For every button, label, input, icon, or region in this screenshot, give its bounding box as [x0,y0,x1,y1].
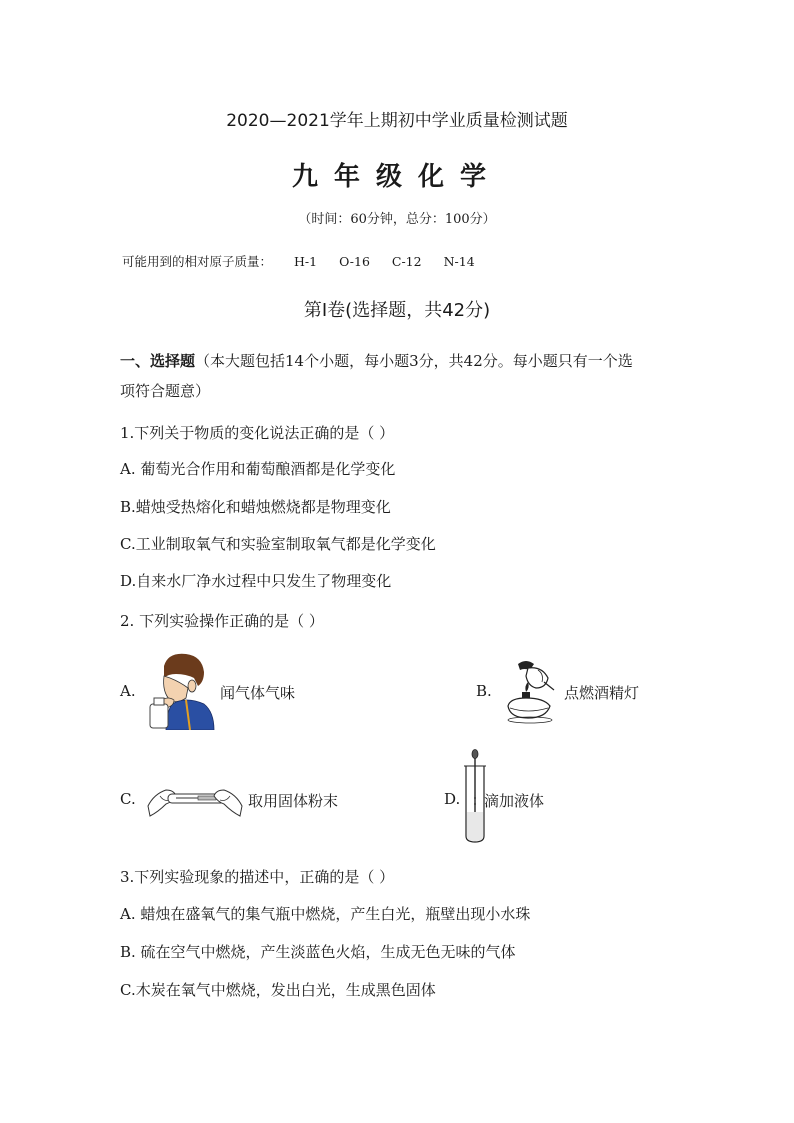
smelling-gas-icon [146,648,216,730]
q2-option-b-letter: B. [476,682,492,700]
subject-title: 九年级化学 [291,162,502,192]
q2-stem: 2. 下列实验操作正确的是（ ） [120,612,324,630]
atomic-mass-h: H-1 [294,254,318,269]
q1-stem: 1.下列关于物质的变化说法正确的是（ ） [120,424,395,442]
powder-test-tube-icon [146,776,244,822]
exam-title: 2020—2021学年上期初中学业质量检测试题 [226,111,568,131]
q2-option-c-caption: 取用固体粉末 [248,792,339,810]
q3-option-b: B. 硫在空气中燃烧，产生淡蓝色火焰，生成无色无味的气体 [120,943,516,961]
q2-option-d-letter: D. [444,790,461,808]
section-instruction [120,350,633,371]
q3-option-a: A. 蜡烛在盛氧气的集气瓶中燃烧，产生白光，瓶壁出现小水珠 [120,905,531,923]
q1-option-a: A. 葡萄光合作用和葡萄酿酒都是化学变化 [120,460,396,478]
q3-stem: 3.下列实验现象的描述中，正确的是（ ） [120,868,395,886]
q2-option-c-letter: C. [120,790,136,808]
section-instruction-line2: 项符合题意） [120,382,211,400]
q1-option-d: D.自来水厂净水过程中只发生了物理变化 [120,572,392,590]
section-instruction-line1: （本大题包括14个小题，每小题3分，共42分。每小题只有一个选 [195,352,633,370]
time-info: （时间：60分钟，总分：100分） [298,212,496,227]
part-title: 第Ⅰ卷(选择题，共42分) [303,300,491,321]
atomic-mass-c: C-12 [391,254,422,269]
q2-option-a-letter: A. [120,682,136,700]
q2-option-d-caption: 滴加液体 [484,792,545,810]
q2-option-a-caption: 闻气体气味 [220,684,296,702]
atomic-mass-label: 可能用到的相对原子质量： [122,254,273,269]
alcohol-lamp-icon [500,656,562,726]
q1-option-c: C.工业制取氧气和实验室制取氧气都是化学变化 [120,535,436,553]
section-heading: 一、选择题 [120,352,196,370]
atomic-mass-o: O-16 [339,254,370,269]
q3-option-c: C.木炭在氧气中燃烧，发出白光，生成黑色固体 [120,981,436,999]
q2-option-b-caption: 点燃酒精灯 [564,684,640,702]
atomic-mass-line [122,252,493,270]
atomic-mass-n: N-14 [443,254,475,269]
q1-option-b: B.蜡烛受热熔化和蜡烛燃烧都是物理变化 [120,498,391,516]
